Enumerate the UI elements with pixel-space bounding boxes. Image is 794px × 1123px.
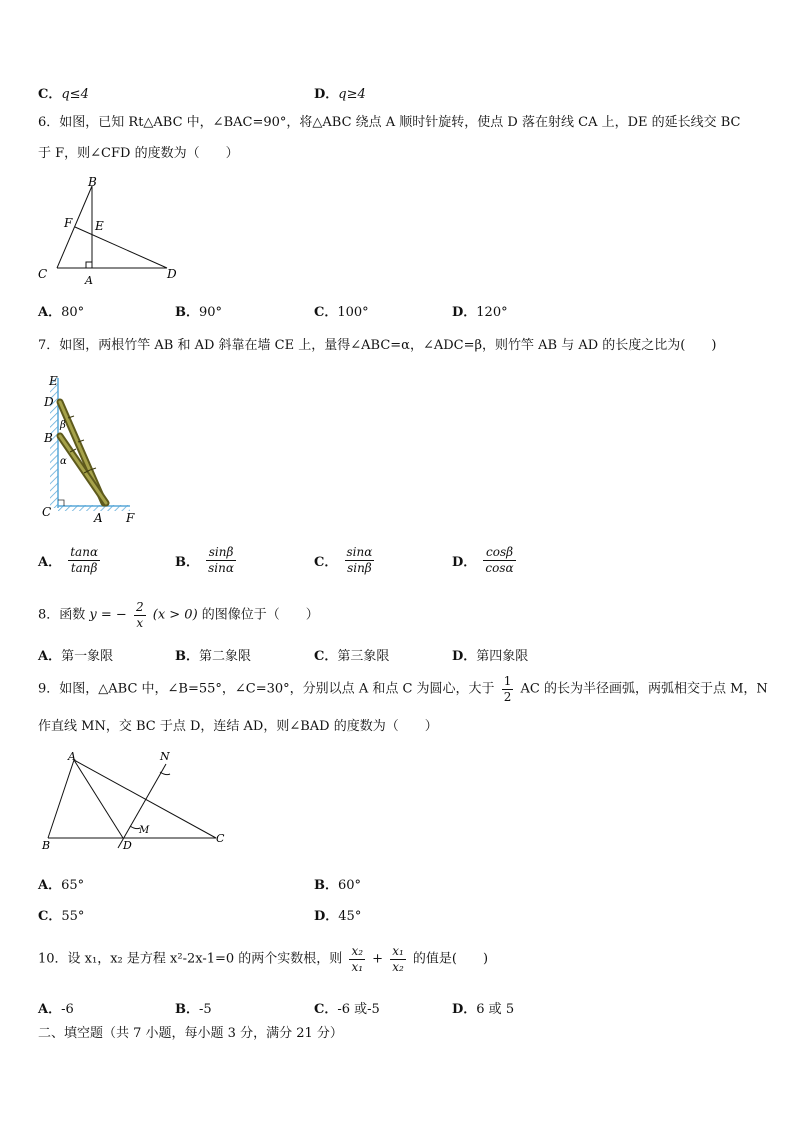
q6-label-d: D	[167, 267, 177, 281]
q7-stem-line1: 7．如图，两根竹竿 AB 和 AD 斜靠在墙 CE 上，量得∠ABC=α，∠ADC=β，则竹竿 AB 与 AD 的长度之比为( )	[38, 338, 717, 353]
q9-label-n: N	[160, 750, 170, 763]
q8-option-b: B．第二象限	[175, 649, 252, 664]
q7-label-d: D	[44, 395, 54, 409]
q10-option-a: A．-6	[38, 1002, 74, 1017]
q5-option-c: C．q≤4	[38, 87, 89, 102]
q9-label-b: B	[42, 839, 51, 852]
q7-label-f: F	[126, 511, 135, 525]
q6-stem-line1: 6．如图，已知 Rt△ABC 中，∠BAC=90°，将△ABC 绕点 A 顺时针旋转，使点 D 落在射线 CA 上，DE 的延长线交 BC	[38, 115, 741, 130]
q6-label-c: C	[38, 267, 48, 281]
q9-option-d: D．45°	[314, 909, 362, 924]
q7-option-b: B． $\frac{\sin\beta}{\sin\alpha}$	[175, 545, 234, 575]
q9-label-a: A	[68, 750, 76, 763]
q9-label-m: M	[139, 825, 150, 836]
q10-option-c: C．-6 或-5	[314, 1002, 380, 1017]
q6-label-a: A	[85, 274, 93, 287]
q8-option-d: D．第四象限	[452, 649, 529, 664]
q5-option-d: D．q≥4	[314, 87, 366, 102]
q8-stem: 8．函数 y = − $\frac{2}{x}$ (x > 0) 的图像位于（ ）	[38, 600, 319, 630]
q10-option-d: D．6 或 5	[452, 1002, 515, 1017]
q6-figure	[34, 172, 184, 288]
q7-option-d: D． $\frac{\cos\beta}{\cos\alpha}$	[452, 545, 514, 575]
q9-stem-line2: 作直线 MN，交 BC 于点 D，连结 AD，则∠BAD 的度数为（ ）	[38, 719, 438, 734]
q7-label-beta: β	[60, 420, 66, 431]
q7-option-a: A． $\frac{\tan\alpha}{\tan\beta}$	[38, 545, 99, 575]
q9-option-c: C．55°	[38, 909, 85, 924]
q9-option-b: B．60°	[314, 878, 362, 893]
q9-option-a: A．65°	[38, 878, 85, 893]
q6-stem-line2: 于 F，则∠CFD 的度数为（ ）	[38, 146, 239, 161]
q9-label-d: D	[123, 839, 132, 852]
q10-stem: 10．设 x₁，x₂ 是方程 x²-2x-1=0 的两个实数根，则 $\frac{\text{x₂}}{\text{x₁}}$ + $\frac{\text{x₁}}{\text{x₂}}$ 的值是( )	[38, 944, 489, 974]
q8-option-a: A．第一象限	[38, 649, 114, 664]
q7-label-b: B	[44, 431, 53, 445]
q6-label-b: B	[88, 175, 97, 189]
q6-option-a: A．80°	[38, 305, 85, 320]
q6-label-f: F	[64, 216, 73, 230]
q6-option-c: C．100°	[314, 305, 369, 320]
q6-option-b: B．90°	[175, 305, 223, 320]
q6-option-d: D．120°	[452, 305, 508, 320]
q10-option-b: B．-5	[175, 1002, 212, 1017]
q7-label-alpha: α	[60, 456, 67, 467]
q9-stem-line1: 9．如图，△ABC 中，∠B=55°，∠C=30°，分别以点 A 和点 C 为圆心，大于 $\frac{1}{2}$ AC 的长为半径画弧，两弧相交于点 M，N	[38, 674, 768, 704]
q7-label-a: A	[94, 511, 103, 525]
q6-label-e: E	[95, 219, 104, 233]
section-heading-fill-in: 二、填空题（共 7 小题，每小题 3 分，满分 21 分）	[38, 1026, 343, 1041]
q7-option-c: C． $\frac{\sin\alpha}{\sin\beta}$	[314, 545, 373, 575]
q9-figure	[34, 748, 234, 854]
q7-label-e: E	[49, 374, 58, 388]
q8-option-c: C．第三象限	[314, 649, 390, 664]
q9-label-c: C	[216, 832, 225, 845]
q7-figure	[36, 370, 146, 526]
q7-label-c: C	[42, 505, 52, 519]
